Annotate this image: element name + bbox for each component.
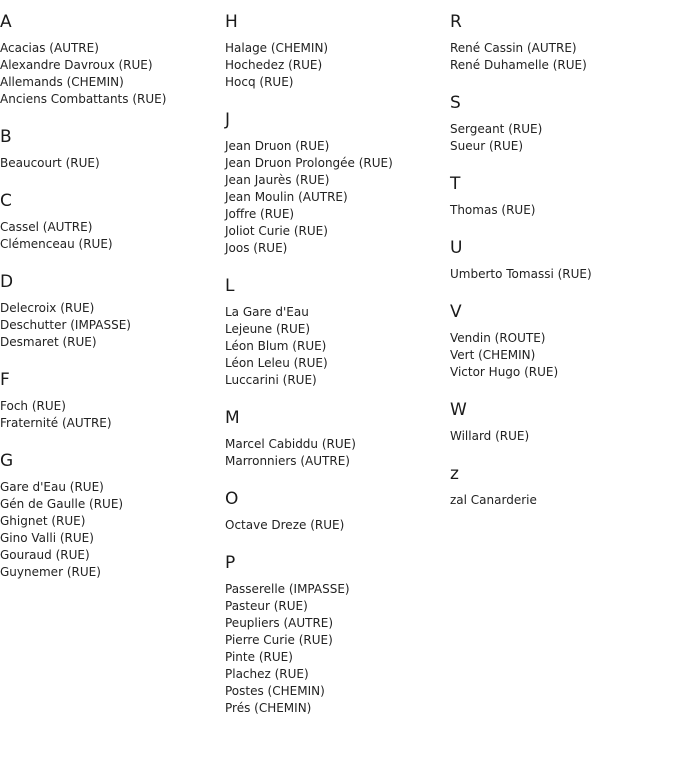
street-link[interactable]: Willard (RUE) (450, 429, 530, 443)
letter-heading: T (450, 174, 461, 194)
street-link[interactable]: Sergeant (RUE) (450, 122, 543, 136)
letter-heading: L (225, 276, 235, 296)
street-index (0, 10, 675, 775)
street-link[interactable]: Sueur (RUE) (450, 139, 524, 153)
street-link[interactable]: Pinte (RUE) (225, 650, 293, 664)
letter-heading: F (0, 370, 10, 390)
letter-group (0, 10, 225, 108)
street-link[interactable]: Umberto Tomassi (RUE) (450, 267, 592, 281)
letter-group (0, 125, 225, 172)
street-link[interactable]: Anciens Combattants (RUE) (0, 92, 167, 106)
street-list (0, 479, 225, 581)
letter-group (450, 300, 675, 381)
street-link[interactable]: Lejeune (RUE) (225, 322, 311, 336)
street-link[interactable]: Joos (RUE) (225, 241, 288, 255)
street-link[interactable]: Pierre Curie (RUE) (225, 633, 333, 647)
street-link[interactable]: Fraternité (AUTRE) (0, 416, 112, 430)
letter-heading: A (0, 12, 12, 32)
street-link[interactable]: Allemands (CHEMIN) (0, 75, 124, 89)
letter-heading: S (450, 93, 461, 113)
street-link[interactable]: Hocq (RUE) (225, 75, 294, 89)
street-link[interactable]: Vert (CHEMIN) (450, 348, 536, 362)
street-link[interactable]: Gouraud (RUE) (0, 548, 90, 562)
street-link[interactable]: Léon Blum (RUE) (225, 339, 327, 353)
street-link[interactable]: Foch (RUE) (0, 399, 66, 413)
letter-heading: W (450, 400, 467, 420)
letter-heading: G (0, 451, 14, 471)
letter-group (225, 108, 450, 257)
street-link[interactable]: Acacias (AUTRE) (0, 41, 99, 55)
street-link[interactable]: Beaucourt (RUE) (0, 156, 100, 170)
street-link[interactable]: René Duhamelle (RUE) (450, 58, 587, 72)
letter-group (450, 10, 675, 74)
street-link[interactable]: Jean Druon (RUE) (225, 139, 330, 153)
street-list (450, 330, 675, 381)
street-link[interactable]: Hochedez (RUE) (225, 58, 323, 72)
letter-heading: J (225, 110, 231, 130)
street-link[interactable]: Deschutter (IMPASSE) (0, 318, 131, 332)
street-link[interactable]: Joffre (RUE) (225, 207, 295, 221)
street-list (450, 121, 675, 155)
letter-heading: R (450, 12, 462, 32)
street-list (450, 266, 675, 283)
street-link[interactable]: Victor Hugo (RUE) (450, 365, 559, 379)
index-column-3 (450, 10, 675, 526)
letter-group (450, 398, 675, 445)
letter-heading: U (450, 238, 463, 258)
letter-heading: M (225, 408, 240, 428)
street-link[interactable]: René Cassin (AUTRE) (450, 41, 577, 55)
letter-group (450, 236, 675, 283)
letter-heading: H (225, 12, 238, 32)
street-link[interactable]: Peupliers (AUTRE) (225, 616, 334, 630)
letter-group (225, 274, 450, 389)
street-link[interactable]: Desmaret (RUE) (0, 335, 97, 349)
street-list (0, 398, 225, 432)
street-link[interactable]: Prés (CHEMIN) (225, 701, 312, 715)
letter-group (0, 368, 225, 432)
street-link[interactable]: Alexandre Davroux (RUE) (0, 58, 153, 72)
letter-group (225, 487, 450, 534)
letter-heading: V (450, 302, 462, 322)
street-link[interactable]: Plachez (RUE) (225, 667, 309, 681)
street-list (450, 202, 675, 219)
street-link[interactable]: Passerelle (IMPASSE) (225, 582, 350, 596)
street-link[interactable]: Jean Druon Prolongée (RUE) (225, 156, 393, 170)
street-link[interactable]: Léon Leleu (RUE) (225, 356, 328, 370)
letter-group (450, 91, 675, 155)
letter-heading: O (225, 489, 239, 509)
street-link[interactable]: Pasteur (RUE) (225, 599, 308, 613)
street-link[interactable]: Clémenceau (RUE) (0, 237, 113, 251)
letter-heading: z (450, 464, 459, 484)
letter-group (0, 189, 225, 253)
letter-group (450, 462, 675, 509)
street-link[interactable]: Joliot Curie (RUE) (225, 224, 328, 238)
street-link[interactable]: Ghignet (RUE) (0, 514, 86, 528)
street-list (225, 517, 450, 534)
letter-heading: C (0, 191, 12, 211)
street-link[interactable]: Jean Moulin (AUTRE) (225, 190, 348, 204)
street-list (450, 40, 675, 74)
street-link[interactable]: Gare d'Eau (RUE) (0, 480, 104, 494)
street-link[interactable]: zal Canarderie (450, 493, 537, 507)
street-link[interactable]: Jean Jaurès (RUE) (225, 173, 330, 187)
index-column-2 (225, 10, 450, 734)
street-link[interactable]: Postes (CHEMIN) (225, 684, 325, 698)
street-list (225, 138, 450, 257)
letter-group (225, 406, 450, 470)
street-link[interactable]: Octave Dreze (RUE) (225, 518, 345, 532)
street-list (0, 300, 225, 351)
street-link[interactable]: Guynemer (RUE) (0, 565, 101, 579)
street-link[interactable]: Vendin (ROUTE) (450, 331, 546, 345)
letter-heading: P (225, 553, 236, 573)
street-list (225, 581, 450, 717)
letter-group (0, 449, 225, 581)
street-link[interactable]: Thomas (RUE) (450, 203, 536, 217)
street-link[interactable]: Halage (CHEMIN) (225, 41, 329, 55)
street-list (0, 155, 225, 172)
street-link[interactable]: Gén de Gaulle (RUE) (0, 497, 124, 511)
street-list (225, 304, 450, 389)
street-list (225, 436, 450, 470)
street-list (450, 428, 675, 445)
street-list (225, 40, 450, 91)
letter-heading: B (0, 127, 12, 147)
street-link[interactable]: Delecroix (RUE) (0, 301, 95, 315)
street-link[interactable]: Marcel Cabiddu (RUE) (225, 437, 356, 451)
letter-heading: D (0, 272, 14, 292)
letter-group (450, 172, 675, 219)
letter-group (0, 270, 225, 351)
street-list (450, 492, 675, 509)
street-link[interactable]: Luccarini (RUE) (225, 373, 317, 387)
street-link[interactable]: La Gare d'Eau (225, 305, 309, 319)
letter-group (225, 10, 450, 91)
index-column-1 (0, 10, 225, 598)
street-link[interactable]: Gino Valli (RUE) (0, 531, 94, 545)
street-list (0, 219, 225, 253)
street-link[interactable]: Cassel (AUTRE) (0, 220, 93, 234)
street-list (0, 40, 225, 108)
street-link[interactable]: Marronniers (AUTRE) (225, 454, 350, 468)
letter-group (225, 551, 450, 717)
